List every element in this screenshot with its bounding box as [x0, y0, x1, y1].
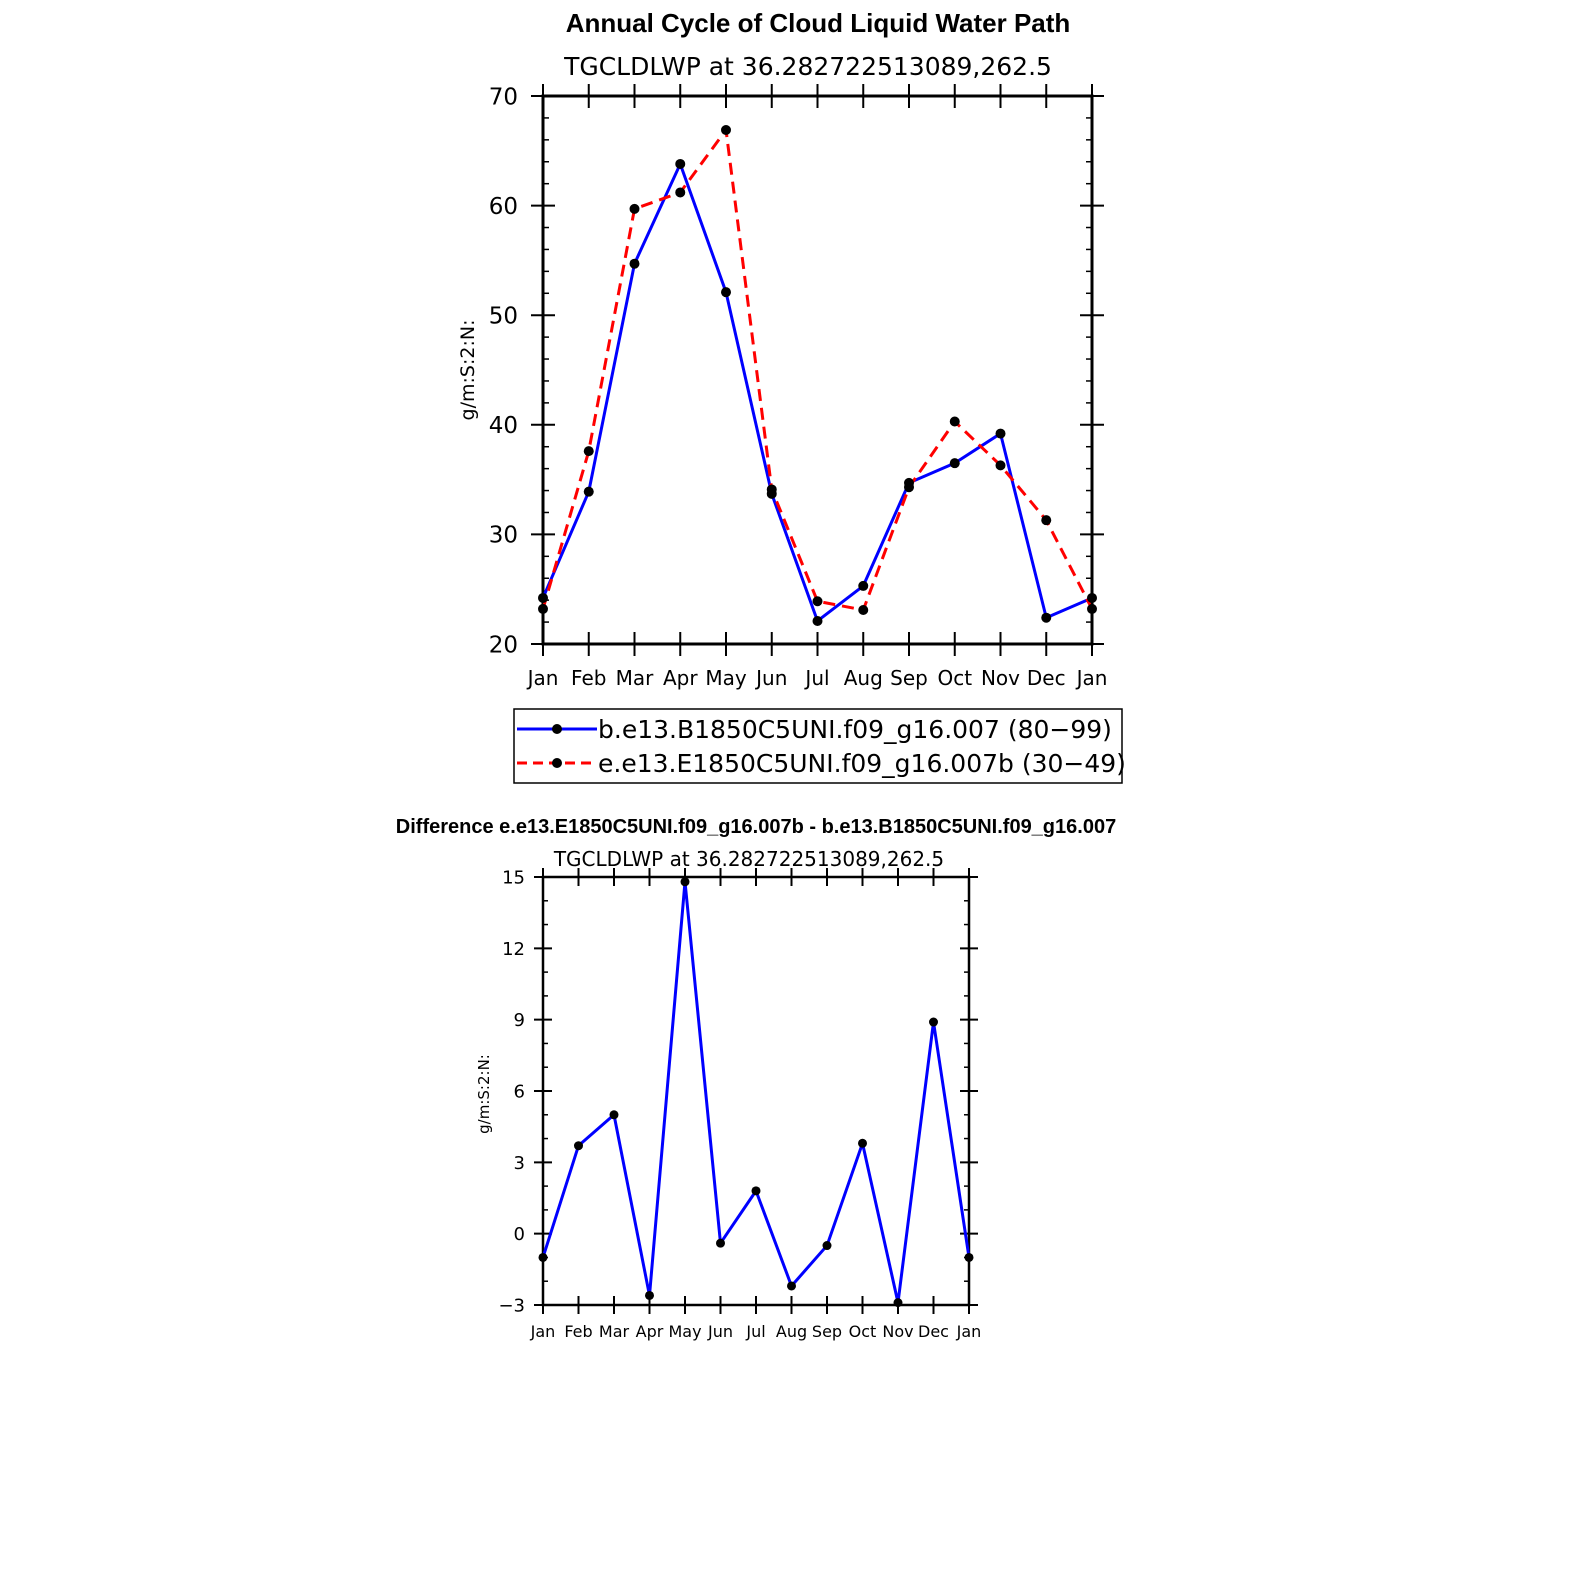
- x-tick-label: Aug: [843, 666, 883, 690]
- chart2-series: [539, 877, 974, 1307]
- data-point: [858, 581, 868, 591]
- data-point: [950, 458, 960, 468]
- data-point: [894, 1298, 903, 1307]
- data-point: [787, 1281, 796, 1290]
- chart2-title: Difference e.e13.E1850C5UNI.f09_g16.007b - b.e13.B1850C5UNI.f09_g16.007: [395, 816, 1117, 838]
- data-point: [539, 1253, 548, 1262]
- y-tick-label: 12: [502, 938, 525, 960]
- data-point: [645, 1291, 654, 1300]
- x-tick-label: Feb: [571, 666, 607, 690]
- data-point: [721, 125, 731, 135]
- data-point: [538, 604, 548, 614]
- data-point: [767, 484, 777, 494]
- data-point: [1041, 613, 1051, 623]
- x-tick-label: Jul: [805, 666, 830, 690]
- data-point: [965, 1253, 974, 1262]
- data-point: [996, 460, 1006, 470]
- data-point: [584, 487, 594, 497]
- legend-label-1: b.e13.B1850C5UNI.f09_g16.007 (80−99): [598, 715, 1112, 744]
- x-tick-label: Oct: [848, 1322, 877, 1341]
- legend-marker-1: [552, 724, 562, 734]
- y-tick-label: 9: [513, 1010, 525, 1032]
- chart2-ylabel: g/m:S:2:N:: [475, 1054, 493, 1134]
- x-tick-label: Apr: [635, 1322, 664, 1341]
- x-tick-label: Jun: [708, 1322, 733, 1341]
- x-tick-label: Oct: [937, 666, 973, 690]
- data-point: [675, 159, 685, 169]
- x-tick-label: Jun: [756, 666, 788, 690]
- chart1-legend: [514, 709, 1126, 783]
- x-tick-label: Jan: [527, 666, 559, 690]
- data-point: [1087, 604, 1097, 614]
- data-point: [610, 1110, 619, 1119]
- y-tick-label: 40: [488, 413, 518, 440]
- x-tick-label: Mar: [615, 666, 654, 690]
- x-tick-label: Jan: [1076, 666, 1108, 690]
- x-tick-label: Dec: [918, 1322, 949, 1341]
- chart2-subtitle: TGCLDLWP at 36.282722513089,262.5: [553, 847, 945, 871]
- data-point: [1041, 515, 1051, 525]
- data-point: [813, 616, 823, 626]
- legend-marker-2: [552, 758, 562, 768]
- data-point: [823, 1241, 832, 1250]
- y-tick-label: 60: [488, 193, 518, 220]
- x-tick-label: Dec: [1026, 666, 1066, 690]
- y-tick-label: 50: [488, 303, 518, 330]
- y-tick-label: 30: [488, 522, 518, 549]
- x-tick-label: May: [705, 666, 747, 690]
- data-point: [950, 417, 960, 427]
- x-tick-label: May: [668, 1322, 702, 1341]
- x-tick-label: Apr: [662, 666, 698, 690]
- data-point: [858, 605, 868, 615]
- chart1-subtitle: TGCLDLWP at 36.282722513089,262.5: [564, 52, 1052, 81]
- y-tick-label: 70: [488, 84, 518, 111]
- data-point: [1087, 593, 1097, 603]
- x-tick-label: Jan: [956, 1322, 982, 1341]
- data-point: [584, 446, 594, 456]
- data-point: [813, 596, 823, 606]
- x-tick-label: Jul: [746, 1322, 766, 1341]
- data-point: [675, 187, 685, 197]
- x-tick-label: Nov: [980, 666, 1021, 690]
- data-point: [996, 429, 1006, 439]
- data-point: [630, 204, 640, 214]
- data-point: [716, 1239, 725, 1248]
- data-point: [630, 259, 640, 269]
- series-line-0: [543, 164, 1092, 621]
- chart2-axes: [498, 867, 981, 1341]
- y-tick-label: 6: [513, 1081, 525, 1103]
- plot-frame: [543, 96, 1092, 644]
- data-point: [681, 877, 690, 886]
- data-point: [721, 287, 731, 297]
- chart1-title: Annual Cycle of Cloud Liquid Water Path: [565, 8, 1071, 38]
- x-tick-label: Jan: [530, 1322, 556, 1341]
- y-tick-label: 0: [513, 1224, 525, 1246]
- data-point: [858, 1139, 867, 1148]
- data-point: [574, 1141, 583, 1150]
- chart1-series: [538, 125, 1097, 626]
- y-tick-label: 15: [502, 867, 525, 889]
- series-line-1: [543, 130, 1092, 610]
- data-point: [929, 1018, 938, 1027]
- y-tick-label: −3: [498, 1295, 525, 1317]
- data-point: [904, 482, 914, 492]
- y-tick-label: 20: [488, 632, 518, 659]
- x-tick-label: Mar: [598, 1322, 630, 1341]
- data-point: [752, 1186, 761, 1195]
- series-line-0: [543, 882, 969, 1303]
- x-tick-label: Nov: [882, 1322, 914, 1341]
- chart1-axes: [489, 84, 1108, 690]
- x-tick-label: Feb: [564, 1322, 593, 1341]
- x-tick-label: Sep: [890, 666, 928, 690]
- data-point: [538, 593, 548, 603]
- x-tick-label: Sep: [811, 1322, 843, 1341]
- chart1-ylabel: g/m:S:2:N:: [457, 319, 479, 421]
- y-tick-label: 3: [513, 1152, 525, 1174]
- legend-label-2: e.e13.E1850C5UNI.f09_g16.007b (30−49): [598, 749, 1126, 778]
- x-tick-label: Aug: [775, 1322, 808, 1341]
